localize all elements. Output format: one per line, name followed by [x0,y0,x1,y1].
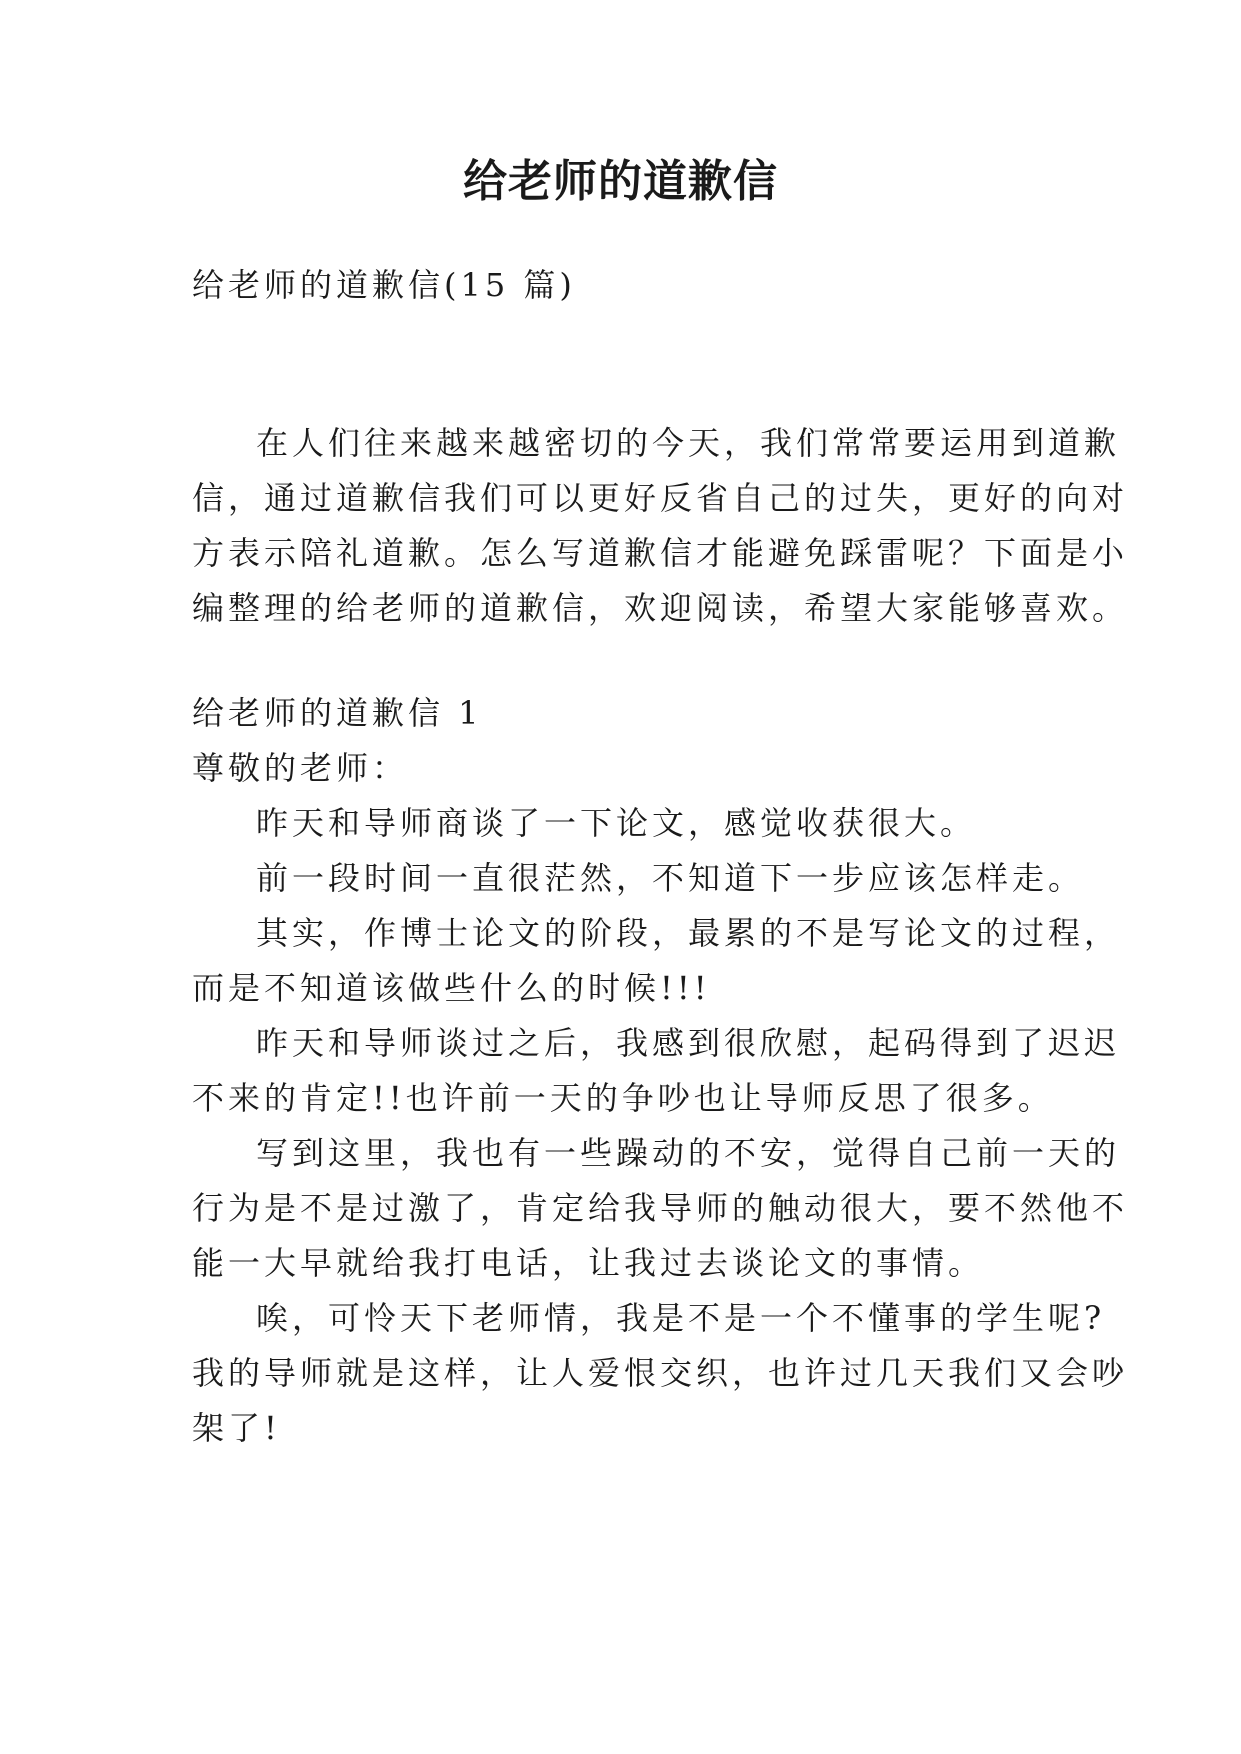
document-title: 给老师的道歉信 [463,156,778,207]
body-line: 能一大早就给我打电话，让我过去谈论文的事情。 [192,1244,985,1282]
intro-line: 在人们往来越来越密切的今天，我们常常要运用到道歉 [256,424,1121,462]
body-line: 行为是不是过激了，肯定给我导师的触动很大，要不然他不 [192,1189,1129,1227]
intro-line: 方表示陪礼道歉。怎么写道歉信才能避免踩雷呢？下面是小 [192,534,1129,572]
body-line: 架了! [192,1409,281,1447]
body-line: 我的导师就是这样，让人爱恨交织，也许过几天我们又会吵 [192,1354,1129,1392]
salutation: 尊敬的老师： [192,749,409,787]
body-line: 昨天和导师商谈了一下论文，感觉收获很大。 [256,804,977,842]
body-line: 而是不知道该做些什么的时候!!! [192,969,711,1007]
body-line: 其实，作博士论文的阶段，最累的不是写论文的过程， [256,914,1121,952]
body-line: 不来的肯定!!也许前一天的争吵也让导师反思了很多。 [192,1079,1054,1117]
body-line: 昨天和导师谈过之后，我感到很欣慰，起码得到了迟迟 [256,1024,1121,1062]
intro-line: 信，通过道歉信我们可以更好反省自己的过失，更好的向对 [192,479,1129,517]
letter-heading: 给老师的道歉信 1 [192,694,483,732]
body-line: 前一段时间一直很茫然，不知道下一步应该怎样走。 [256,859,1085,897]
body-line: 唉，可怜天下老师情，我是不是一个不懂事的学生呢? [256,1299,1106,1337]
body-line: 写到这里，我也有一些躁动的不安，觉得自己前一天的 [256,1134,1121,1172]
intro-line: 编整理的给老师的道歉信，欢迎阅读，希望大家能够喜欢。 [192,589,1129,627]
document-subtitle: 给老师的道歉信(15 篇) [192,266,576,304]
